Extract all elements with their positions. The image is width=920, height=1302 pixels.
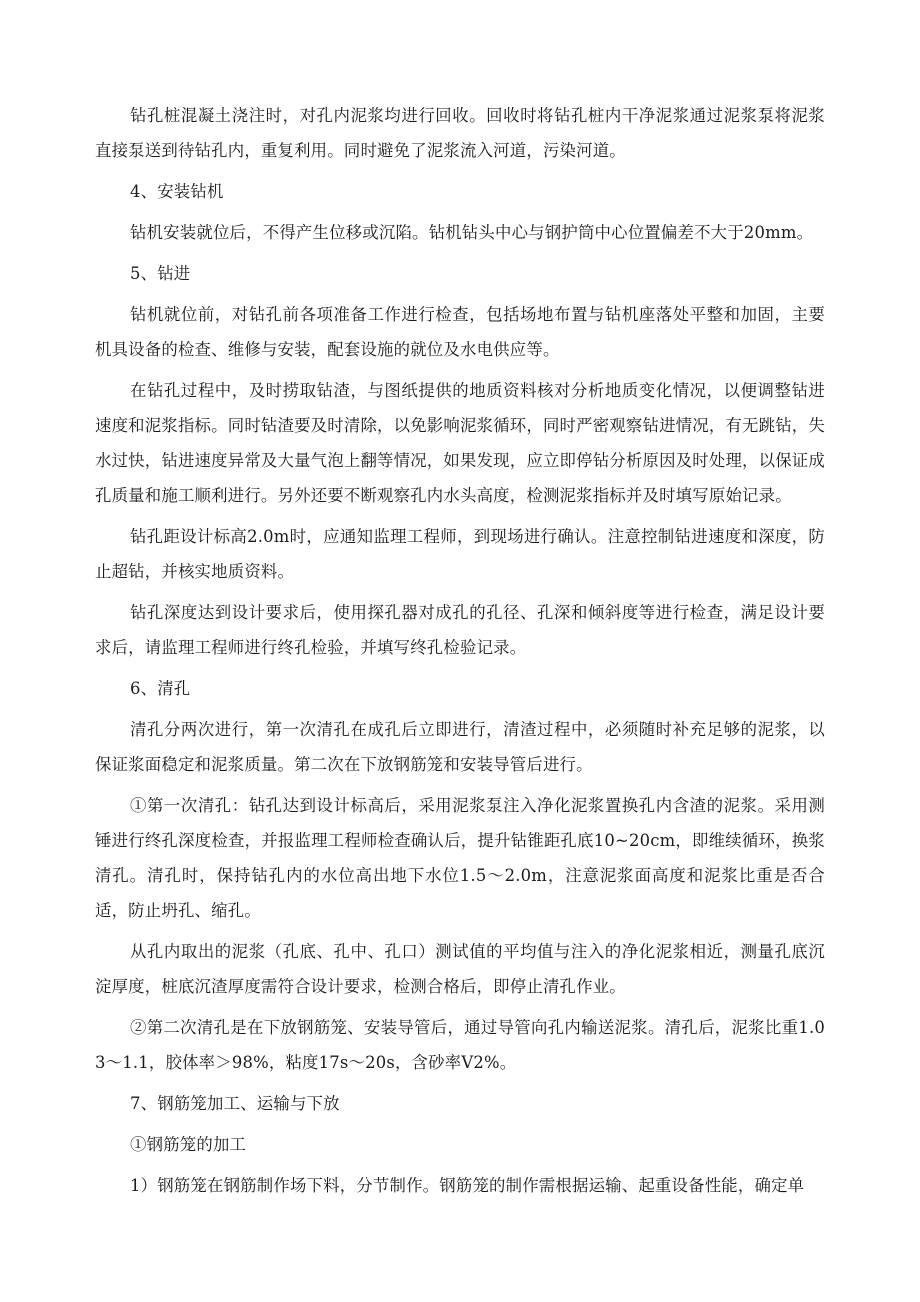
heading-drilling: 5、钻进 — [130, 264, 191, 283]
paragraph-drill-installation: 钻机安装就位后，不得产生位移或沉陷。钻机钻头中心与钢护筒中心位置偏差不大于20mm。 — [130, 223, 814, 242]
paragraph-design-elevation: 钻孔距设计标高2.0m时，应通知监理工程师，到现场进行确认。注意控制钻进速度和深度，防止超钻，并核实地质资料。 — [95, 527, 825, 581]
heading-rebar-cage: 7、钢筋笼加工、运输与下放 — [130, 1094, 340, 1113]
paragraph-pre-drilling-check: 钻机就位前，对钻孔前各项准备工作进行检查，包括场地布置与钻机座落处平整和加固，主要机具设备的检查、维修与安装，配套设施的就位及水电供应等。 — [95, 305, 825, 359]
paragraph-rebar-fabrication: 1）钢筋笼在钢筋制作场下料，分节制作。钢筋笼的制作需根据运输、起重设备性能，确定单 — [130, 1176, 805, 1195]
paragraph-cleaning-overview: 清孔分两次进行，第一次清孔在成孔后立即进行，清渣过程中，必须随时补充足够的泥浆，以保证浆面稳定和泥浆质量。第二次在下放钢筋笼和安装导管后进行。 — [95, 720, 825, 774]
subheading-rebar-processing: ①钢筋笼的加工 — [130, 1135, 247, 1154]
heading-hole-cleaning: 6、清孔 — [130, 679, 191, 698]
document-body — [95, 98, 825, 1203]
paragraph-mud-testing: 从孔内取出的泥浆（孔底、孔中、孔口）测试值的平均值与注入的净化泥浆相近，测量孔底沉淀厚度，桩底沉渣厚度需符合设计要求，检测合格后，即停止清孔作业。 — [95, 942, 825, 996]
paragraph-second-cleaning: ②第二次清孔是在下放钢筋笼、安装导管后，通过导管向孔内输送泥浆。清孔后，泥浆比重1.03～1.1，胶体率＞98%，粘度17s～20s，含砂率V2%。 — [95, 1018, 825, 1072]
paragraph-mud-recycling: 钻孔桩混凝土浇注时，对孔内泥浆均进行回收。回收时将钻孔桩内干净泥浆通过泥浆泵将泥浆直接泵送到待钻孔内，重复利用。同时避免了泥浆流入河道，污染河道。 — [95, 106, 825, 160]
paragraph-final-hole-inspection: 钻孔深度达到设计要求后，使用探孔器对成孔的孔径、孔深和倾斜度等进行检查，满足设计要求后，请监理工程师进行终孔检验，并填写终孔检验记录。 — [95, 603, 825, 657]
paragraph-drilling-process: 在钻孔过程中，及时捞取钻渣，与图纸提供的地质资料核对分析地质变化情况，以便调整钻进速度和泥浆指标。同时钻渣要及时清除，以免影响泥浆循环，同时严密观察钻进情况，有无跳钻，失水过快，钻进速度异常及大量气泡上翻等情况，如果发现，应立即停钻分析原因及时处理，以保证成孔质量和施工顺利进行。另外还要不断观察孔内水头高度，检测泥浆指标并及时填写原始记录。 — [95, 381, 825, 505]
heading-install-drill: 4、安装钻机 — [130, 182, 224, 201]
paragraph-first-cleaning: ①第一次清孔：钻孔达到设计标高后，采用泥浆泵注入净化泥浆置换孔内含渣的泥浆。采用测锤进行终孔深度检查，并报监理工程师检查确认后，提升钻锥距孔底10~20cm，即维续循环，换浆清孔。清孔时，保持钻孔内的水位高出地下水位1.5～2.0m，注意泥浆面高度和泥浆比重是否合适，防止坍孔、缩孔。 — [95, 796, 825, 920]
